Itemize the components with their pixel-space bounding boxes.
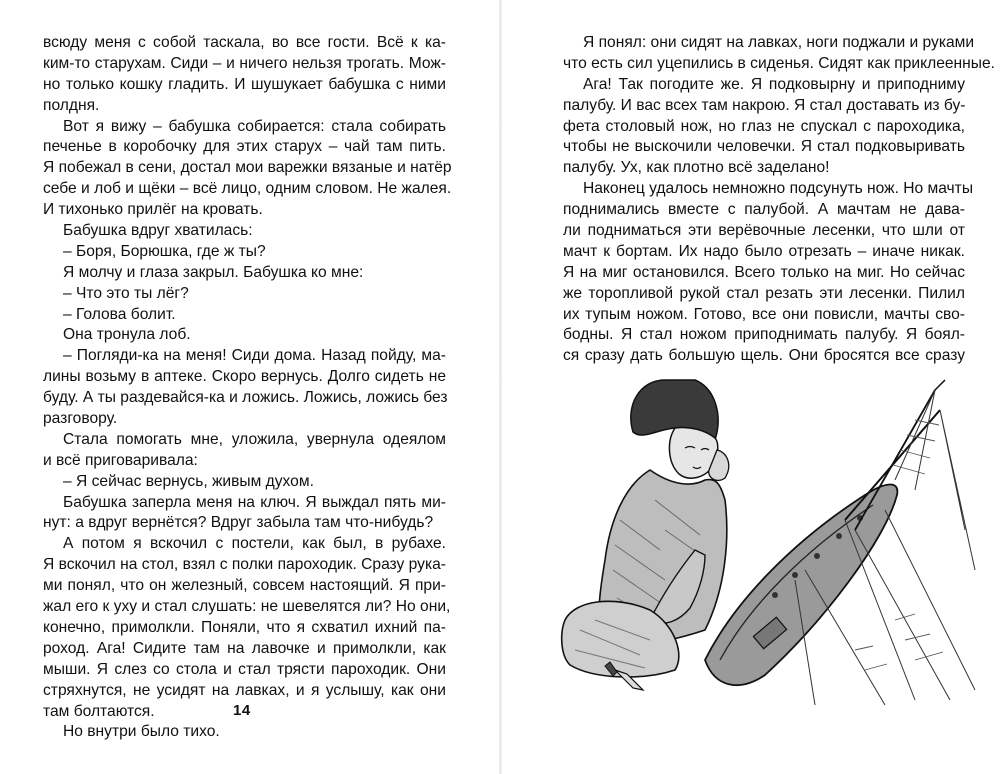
- text-line: Бабушка вдруг хватилась:: [63, 222, 253, 240]
- text-line: – Что это ты лёг?: [63, 284, 189, 302]
- text-line: ся сразу дать большую щель. Они бросятся все сразу: [563, 347, 965, 365]
- left-page-text: [43, 33, 452, 743]
- book-gutter: [499, 0, 502, 774]
- text-line: стряхнутся, не усидят на лавках, и я услышу, как они: [43, 681, 446, 699]
- boy-with-toy-steamship-illustration: [555, 370, 980, 710]
- text-line: поднимались вместе с палубой. А мачтам не дава-: [563, 201, 965, 219]
- text-line: Наконец удалось немножно подсунуть нож. Но мачты: [583, 180, 974, 198]
- text-line: нут: а вдруг вернётся? Вдруг забыла там что-нибудь?: [43, 514, 434, 532]
- text-line: Я молчу и глаза закрыл. Бабушка ко мне:: [63, 263, 364, 281]
- text-line: ким-то старухам. Сиди – и ничего нельзя трогать. Мож-: [43, 54, 446, 72]
- text-line: Я понял: они сидят на лавках, ноги поджали и руками: [583, 34, 975, 51]
- text-line: бодны. Я стал ножом приподнимать палубу. Я боял-: [563, 326, 965, 344]
- text-line: – Голова болит.: [63, 305, 176, 323]
- text-line: Стала помогать мне, уложила, увернула одеялом: [63, 430, 446, 448]
- text-line: Ага! Так погодите же. Я подковырну и приподниму: [583, 75, 965, 93]
- text-line: их тупым ножом. Готово, все они повисли, мачты сво-: [563, 305, 965, 323]
- text-line: Но внутри было тихо.: [63, 723, 220, 741]
- text-line: Вот я вижу – бабушка собирается: стала собирать: [63, 117, 446, 135]
- text-line: ми понял, что он железный, совсем настоящий. Я при-: [43, 577, 446, 595]
- text-line: фета столовый нож, но глаз не спускал с пароходика,: [563, 117, 965, 135]
- text-line: полдня.: [43, 96, 100, 114]
- text-line: там болтаются.: [43, 702, 155, 720]
- text-line: что есть сил уцепились в сиденья. Сидят как приклеенные.: [563, 54, 995, 72]
- text-line: жал его к уху и стал слушать: не шевелятся ли? Но они,: [43, 598, 451, 616]
- text-line: разговору.: [43, 410, 118, 428]
- text-line: палубу. И вас всех там накрою. Я стал доставать из бу-: [563, 96, 966, 114]
- text-line: палубу. Ух, как плотно всё заделано!: [563, 159, 830, 177]
- text-line: Я вскочил на стол, взял с полки пароходик. Сразу рука-: [43, 556, 446, 574]
- text-line: мыши. Я слез со стола и стал трясти пароходик. Они: [43, 660, 446, 678]
- text-line: и всё приговаривала:: [43, 451, 198, 469]
- text-line: – Я сейчас вернусь, живым духом.: [63, 472, 314, 490]
- text-line: – Погляди-ка на меня! Сиди дома. Назад пойду, ма-: [63, 347, 446, 365]
- text-line: Я побежал в сени, достал мои варежки вязаные и натёр: [43, 159, 452, 177]
- text-line: себе и лоб и щёки – всё лицо, одним словом. Не жалея.: [43, 180, 452, 198]
- text-line: но только кошку гладить. И шушукает бабушка с ними: [43, 75, 446, 93]
- text-line: Бабушка заперла меня на ключ. Я выждал пять ми-: [63, 493, 446, 511]
- text-line: лины возьму в аптеке. Скоро вернусь. Долго сидеть не: [43, 368, 446, 386]
- text-line: А потом я вскочил с постели, как был, в рубахе.: [63, 535, 446, 553]
- text-line: же торопливой рукой стал резать эти лесенки. Пилил: [563, 284, 965, 302]
- text-line: И тихонько прилёг на кровать.: [43, 201, 263, 219]
- text-line: печенье в коробочку для этих старух – чай там пить.: [43, 138, 446, 156]
- text-line: конечно, примолкли. Поняли, что я схватил ихний па-: [43, 618, 446, 636]
- text-line: роход. Ага! Сидите там на лавочке и примолкли, как: [43, 639, 446, 657]
- text-line: ли подниматься эти верёвочные лесенки, что шли от: [563, 222, 965, 240]
- page-number: 14: [233, 702, 251, 719]
- text-line: Она тронула лоб.: [63, 326, 191, 344]
- text-line: мачт к бортам. Их надо было отрезать – иначе никак.: [563, 242, 965, 260]
- text-line: – Боря, Борюшка, где ж ты?: [63, 242, 266, 260]
- text-line: всюду меня с собой таскала, во все гости. Всё к ка-: [43, 34, 446, 51]
- text-line: Я на миг остановился. Всего только на миг. Но сейчас: [563, 263, 965, 281]
- text-line: чтобы не выскочили человечки. Я стал подковыривать: [563, 138, 965, 156]
- illustration-drawing: [555, 370, 980, 710]
- text-line: буду. А ты раздевайся-ка и ложись. Ложись, ложись без: [43, 389, 448, 407]
- right-page-text: [563, 33, 995, 367]
